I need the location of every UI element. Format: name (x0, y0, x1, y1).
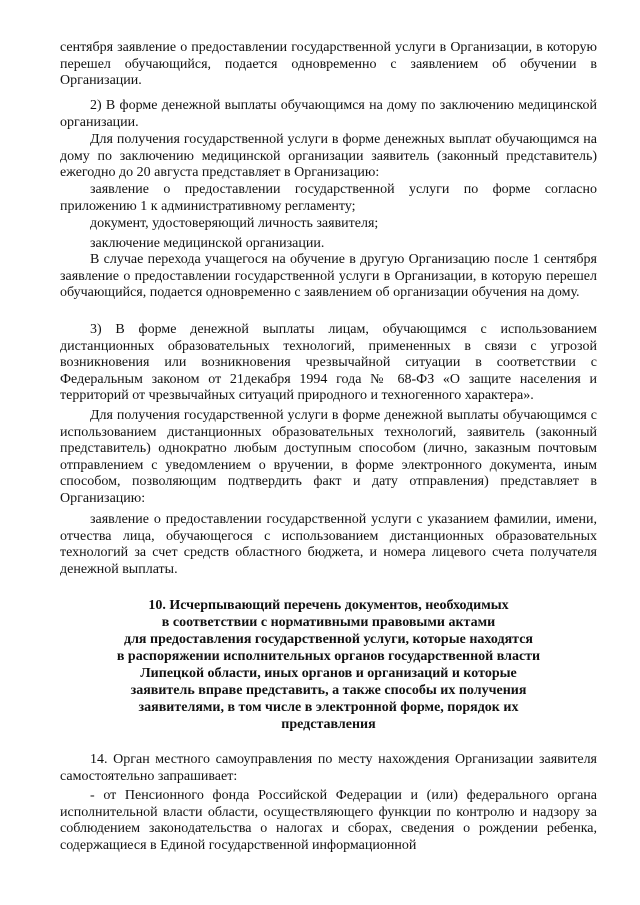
list-item-application: заявление о предоставлении государственной услуги по форме согласно приложению 1 к административному регламенту; (60, 182, 597, 214)
heading-line: в распоряжении исполнительных органов государственной власти (116, 649, 541, 664)
paragraph-item-2-conditions: Для получения государственной услуги в форме денежных выплат обучающимся на дому по заключению медицинской организации заявитель (законный представитель) ежегодно до 20 августа представляет в Организацию: (60, 132, 597, 181)
list-item-application-distance: заявление о предоставлении государственной услуги с указанием фамилии, имени, отчества лица, обучающегося с использованием дистанционных образовательных технологий за счет средств областного бюджета, и номера лицевого счета получателя денежной выплаты. (60, 512, 597, 577)
list-item-identity-document: документ, удостоверяющий личность заявителя; (90, 216, 379, 231)
heading-line: 10. Исчерпывающий перечень документов, необходимых (148, 598, 509, 613)
paragraph-transfer-case: В случае перехода учащегося на обучение в другую Организацию после 1 сентября заявление о предоставлении государственной услуги в Организации, в которую перешел обучающийся, подается одновременно с заявлением об организации обучения на дому. (60, 252, 597, 301)
paragraph-item-3-conditions: Для получения государственной услуги в форме денежной выплаты обучающимся с использованием дистанционных образовательных технологий, заявитель (законный представитель) однократно любым доступным способом (лично, заказным почтовым отправлением с уведомлением о вручении, в форме электронного документа, иным способом, позволяющим подтвердить факт и дату отправления) представляет в Организацию: (60, 408, 597, 506)
paragraph-item-2: 2) В форме денежной выплаты обучающимся на дому по заключению медицинской организации. (60, 98, 597, 130)
list-item-medical-conclusion: заключение медицинской организации. (90, 236, 325, 251)
heading-line: представления (281, 717, 376, 732)
list-item-pension-fund: - от Пенсионного фонда Российской Федерации и (или) федерального органа исполнительной власти области, осуществляющего функции по контролю и надзору за соблюдением законодательства о налогах и сборах, сведения о рождении ребенка, содержащиеся в Единой государственной информационной (60, 788, 597, 853)
paragraph-continuation: сентября заявление о предоставлении государственной услуги в Организации, в которую перешел обучающийся, подается одновременно с заявлением об обучении в Организации. (60, 40, 597, 89)
heading-line: заявитель вправе представить, а также способы их получения (130, 683, 527, 698)
heading-line: в соответствии с нормативными правовыми актами (161, 615, 496, 630)
heading-line: заявителями, в том числе в электронной форме, порядок их (138, 700, 519, 715)
paragraph-section-14: 14. Орган местного самоуправления по месту нахождения Организации заявителя самостоятельно запрашивает: (60, 752, 597, 784)
paragraph-item-3: 3) В форме денежной выплаты лицам, обучающимся с использованием дистанционных образовательных технологий, примененных в связи с угрозой возникновения или возникновения чрезвычайной ситуации в соответствии с Федеральным законом от 21декабря 1994 года № 68-ФЗ «О защите населения и территорий от чрезвычайных ситуаций природного и техногенного характера». (60, 322, 597, 404)
heading-line: Липецкой области, иных органов и организаций и которые (140, 666, 517, 681)
heading-line: для предоставления государственной услуги, которые находятся (124, 632, 533, 647)
section-heading (60, 597, 597, 733)
